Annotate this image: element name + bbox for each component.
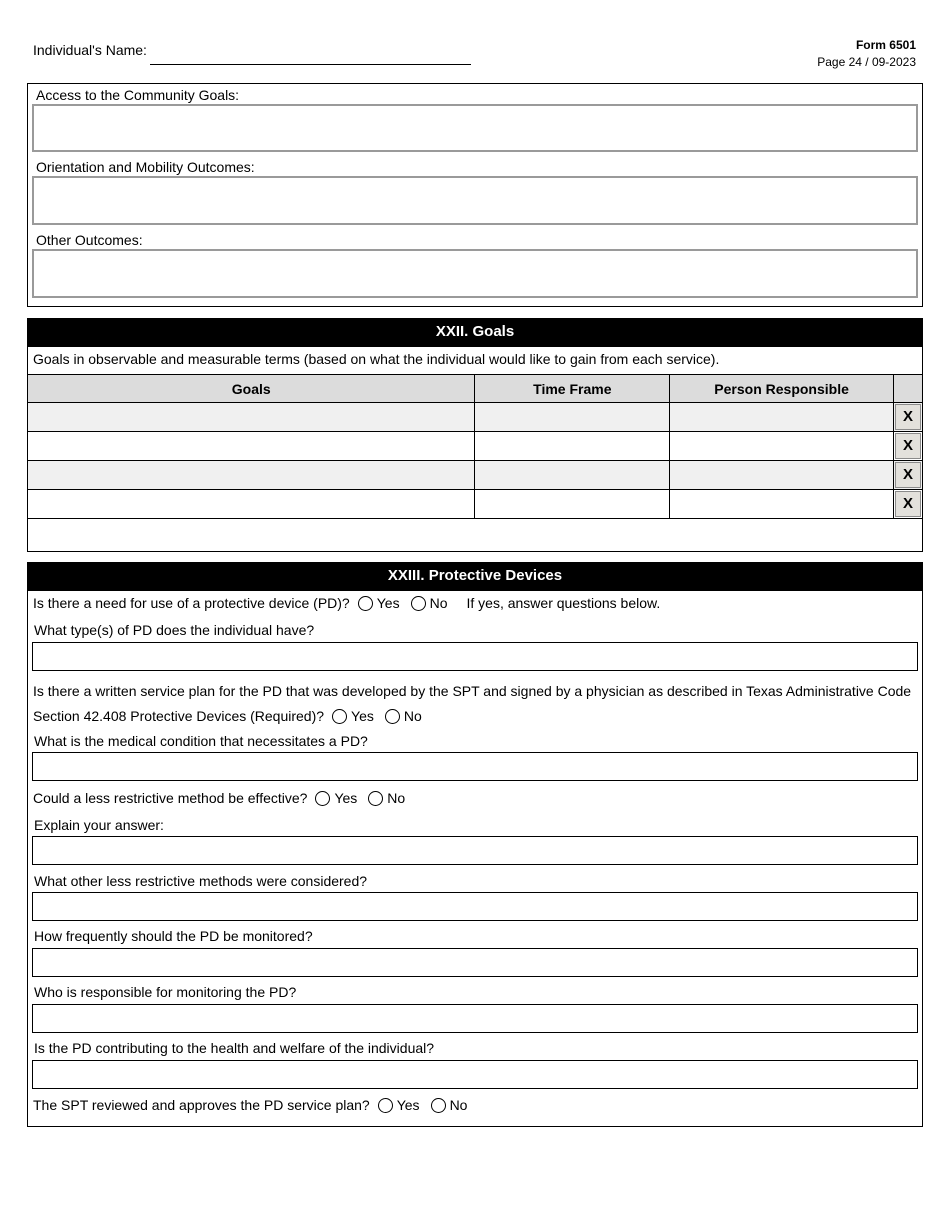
pd-need-note: If yes, answer questions below. (466, 595, 661, 611)
time-frame-cell[interactable] (475, 403, 670, 432)
person-responsible-cell[interactable] (670, 490, 894, 519)
orientation-mobility-field[interactable] (32, 176, 918, 225)
table-row (28, 490, 923, 519)
person-responsible-cell[interactable] (670, 432, 894, 461)
pd-plan-no-radio[interactable] (385, 709, 400, 724)
other-outcomes-field[interactable] (32, 249, 918, 298)
pd-approves-no-label: No (449, 1097, 468, 1113)
pd-less-restrictive-label: Could a less restrictive method be effective? (33, 790, 308, 806)
pd-responsible-field[interactable] (32, 1004, 918, 1033)
pd-need-label: Is there a need for use of a protective device (PD)? (33, 595, 350, 611)
goals-section-header: XXII. Goals (27, 318, 923, 346)
pd-responsible-label: Who is responsible for monitoring the PD? (34, 984, 297, 1000)
table-row (28, 403, 923, 432)
goal-cell[interactable] (28, 461, 475, 490)
goals-description: Goals in observable and measurable terms (based on what the individual would like to gain from each service). (33, 351, 720, 367)
pd-need-no-radio[interactable] (411, 596, 426, 611)
delete-row-button[interactable]: X (895, 433, 921, 459)
pd-plan-label: Section 42.408 Protective Devices (Required)? (33, 708, 325, 724)
pd-health-field[interactable] (32, 1060, 918, 1089)
individual-name-field[interactable] (150, 64, 471, 65)
pd-frequency-label: How frequently should the PD be monitored? (34, 928, 313, 944)
time-frame-column-header: Time Frame (475, 375, 670, 403)
time-frame-cell[interactable] (475, 490, 670, 519)
goals-table-header (28, 375, 923, 403)
pd-need-no-label: No (429, 595, 448, 611)
pd-less-restrictive-question (33, 790, 405, 806)
time-frame-cell[interactable] (475, 461, 670, 490)
delete-row-button[interactable]: X (895, 404, 921, 430)
table-row (28, 432, 923, 461)
form-number: Form 6501 (855, 38, 916, 52)
pd-approves-label: The SPT reviewed and approves the PD service plan? (33, 1097, 370, 1113)
pd-need-yes-radio[interactable] (358, 596, 373, 611)
pd-less-restrictive-no-radio[interactable] (368, 791, 383, 806)
pd-medical-label: What is the medical condition that necessitates a PD? (34, 733, 368, 749)
goal-cell[interactable] (28, 403, 475, 432)
table-row (28, 461, 923, 490)
pd-need-yes-label: Yes (376, 595, 400, 611)
pd-plan-question (33, 708, 422, 724)
pd-medical-field[interactable] (32, 752, 918, 781)
protective-devices-section-header: XXIII. Protective Devices (27, 562, 923, 590)
pd-approves-no-radio[interactable] (431, 1098, 446, 1113)
pd-need-question (33, 595, 660, 611)
person-responsible-cell[interactable] (670, 403, 894, 432)
community-goals-label: Access to the Community Goals: (36, 87, 240, 103)
goals-column-header: Goals (28, 375, 475, 403)
pd-health-label: Is the PD contributing to the health and welfare of the individual? (34, 1040, 435, 1056)
pd-less-restrictive-no-label: No (387, 790, 406, 806)
goal-cell[interactable] (28, 432, 475, 461)
other-outcomes-label: Other Outcomes: (36, 232, 143, 248)
pd-less-restrictive-yes-radio[interactable] (315, 791, 330, 806)
pd-explain-label: Explain your answer: (34, 817, 164, 833)
pd-plan-yes-radio[interactable] (332, 709, 347, 724)
delete-row-button[interactable]: X (895, 462, 921, 488)
pd-approves-question (33, 1097, 467, 1113)
pd-other-methods-field[interactable] (32, 892, 918, 921)
pd-plan-yes-label: Yes (351, 708, 374, 724)
delete-row-button[interactable]: X (895, 491, 921, 517)
pd-explain-field[interactable] (32, 836, 918, 865)
pd-other-methods-label: What other less restrictive methods were considered? (34, 873, 368, 889)
pd-approves-yes-radio[interactable] (378, 1098, 393, 1113)
pd-types-field[interactable] (32, 642, 918, 671)
pd-frequency-field[interactable] (32, 948, 918, 977)
pd-approves-yes-label: Yes (396, 1097, 420, 1113)
orientation-mobility-label: Orientation and Mobility Outcomes: (36, 159, 255, 175)
time-frame-cell[interactable] (475, 432, 670, 461)
page-info: Page 24 / 09-2023 (817, 55, 916, 69)
community-goals-field[interactable] (32, 104, 918, 152)
goal-cell[interactable] (28, 490, 475, 519)
person-responsible-column-header: Person Responsible (670, 375, 894, 403)
goals-table (27, 374, 923, 519)
individual-name-label: Individual's Name: (33, 42, 147, 58)
pd-plan-question-line1: Is there a written service plan for the PD that was developed by the SPT and signed by a physician as described in Texas Administrative Code (33, 683, 912, 699)
pd-types-label: What type(s) of PD does the individual have? (34, 622, 315, 638)
pd-less-restrictive-yes-label: Yes (334, 790, 358, 806)
pd-plan-no-label: No (403, 708, 422, 724)
delete-column-header (894, 375, 923, 403)
person-responsible-cell[interactable] (670, 461, 894, 490)
